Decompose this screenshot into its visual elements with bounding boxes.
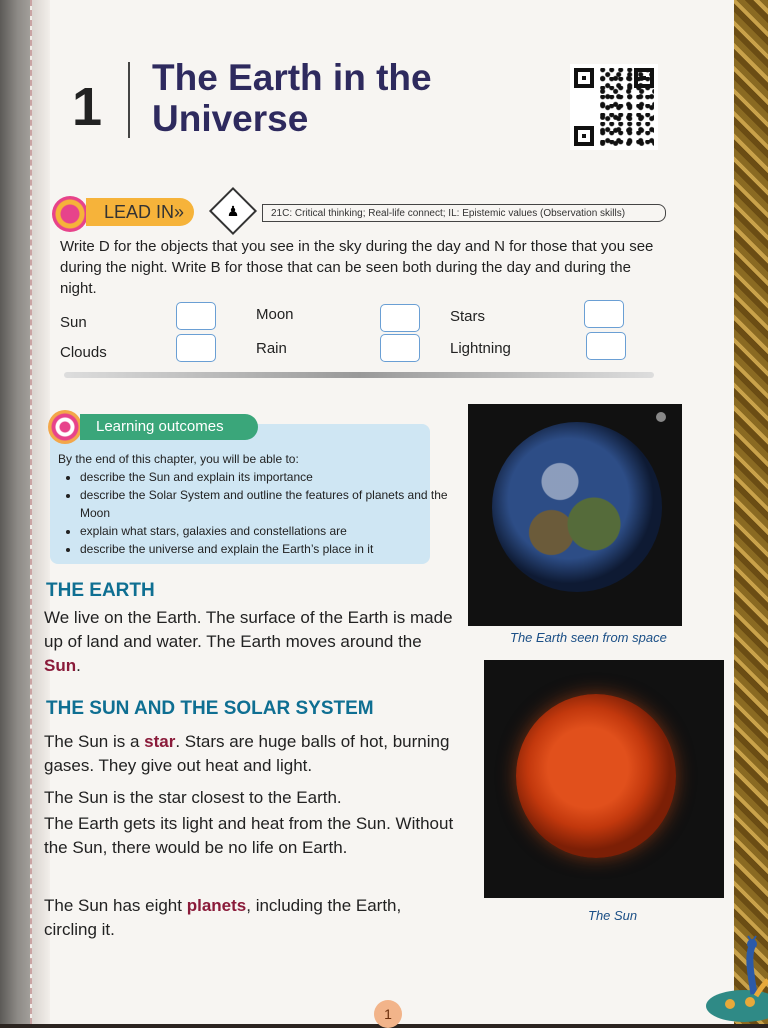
chapter-number: 1 (72, 77, 103, 137)
heading-sun-solar-system: THE SUN AND THE SOLAR SYSTEM (46, 698, 374, 719)
keyword-planets[interactable]: planets (186, 896, 247, 915)
thinking-icon: ♟ (209, 187, 257, 235)
paragraph-sun-light: The Earth gets its light and heat from the Sun. Without the Sun, there would be no life on Earth. (44, 814, 454, 857)
section-divider (64, 372, 654, 378)
peacock-decoration-icon (700, 930, 768, 1024)
moon-image (656, 412, 666, 422)
paragraph-sun-planets: The Sun has eight planets, including the Earth, circling it. (44, 896, 402, 939)
answer-box-clouds[interactable] (176, 334, 216, 362)
book-binding (30, 0, 50, 1024)
lead-in-label: LEAD IN» (86, 198, 194, 226)
chapter-separator (128, 62, 130, 138)
option-rain: Rain (256, 340, 287, 357)
lead-in-badge-icon (52, 196, 88, 232)
list-item: • describe the universe and explain the Earth’s place in it (80, 540, 450, 558)
list-item: • describe the Solar System and outline the features of planets and the Moon (80, 486, 450, 522)
paragraph-sun-star: The Sun is a star. Stars are huge balls of hot, burning gases. They give out heat and light. (44, 732, 450, 775)
learning-outcomes-list (60, 468, 450, 558)
skills-tag: 21C: Critical thinking; Real-life connect; IL: Epistemic values (Observation skills) (262, 204, 666, 222)
answer-box-sun[interactable] (176, 302, 216, 330)
answer-box-stars[interactable] (584, 300, 624, 328)
learning-outcomes-label: Learning outcomes (80, 414, 258, 440)
option-sun: Sun (60, 314, 87, 331)
list-item: • explain what stars, galaxies and constellations are (80, 522, 450, 540)
qr-code-icon[interactable] (570, 64, 658, 150)
option-moon: Moon (256, 306, 294, 323)
keyword-star[interactable]: star (144, 732, 176, 751)
heading-the-earth: THE EARTH (46, 580, 155, 601)
answer-box-lightning[interactable] (586, 332, 626, 360)
paragraph-earth: We live on the Earth. The surface of the Earth is made up of land and water. The Earth moves around the Sun. (44, 608, 453, 675)
chapter-title: The Earth in the Universe (152, 57, 432, 139)
target-icon (48, 410, 82, 444)
lead-in-instructions: Write D for the objects that you see in the sky during the day and N for those that you see during the night. Write B for those that can be seen both during the day and during the night. (60, 238, 654, 297)
fabric-background (728, 0, 768, 1024)
paragraph-sun-closest: The Sun is the star closest to the Earth. (44, 788, 342, 807)
list-item: • describe the Sun and explain its importance (80, 468, 450, 486)
page-number: 1 (374, 1000, 402, 1028)
sun-image (516, 694, 676, 858)
learning-outcomes-intro: By the end of this chapter, you will be able to: (58, 452, 299, 466)
option-lightning: Lightning (450, 340, 511, 357)
caption-sun: The Sun (588, 908, 638, 923)
answer-box-rain[interactable] (380, 334, 420, 362)
keyword-sun[interactable]: Sun (44, 656, 77, 675)
caption-earth: The Earth seen from space (510, 630, 667, 645)
earth-globe-image (492, 422, 662, 592)
option-stars: Stars (450, 308, 486, 325)
option-clouds: Clouds (60, 344, 107, 361)
answer-box-moon[interactable] (380, 304, 420, 332)
